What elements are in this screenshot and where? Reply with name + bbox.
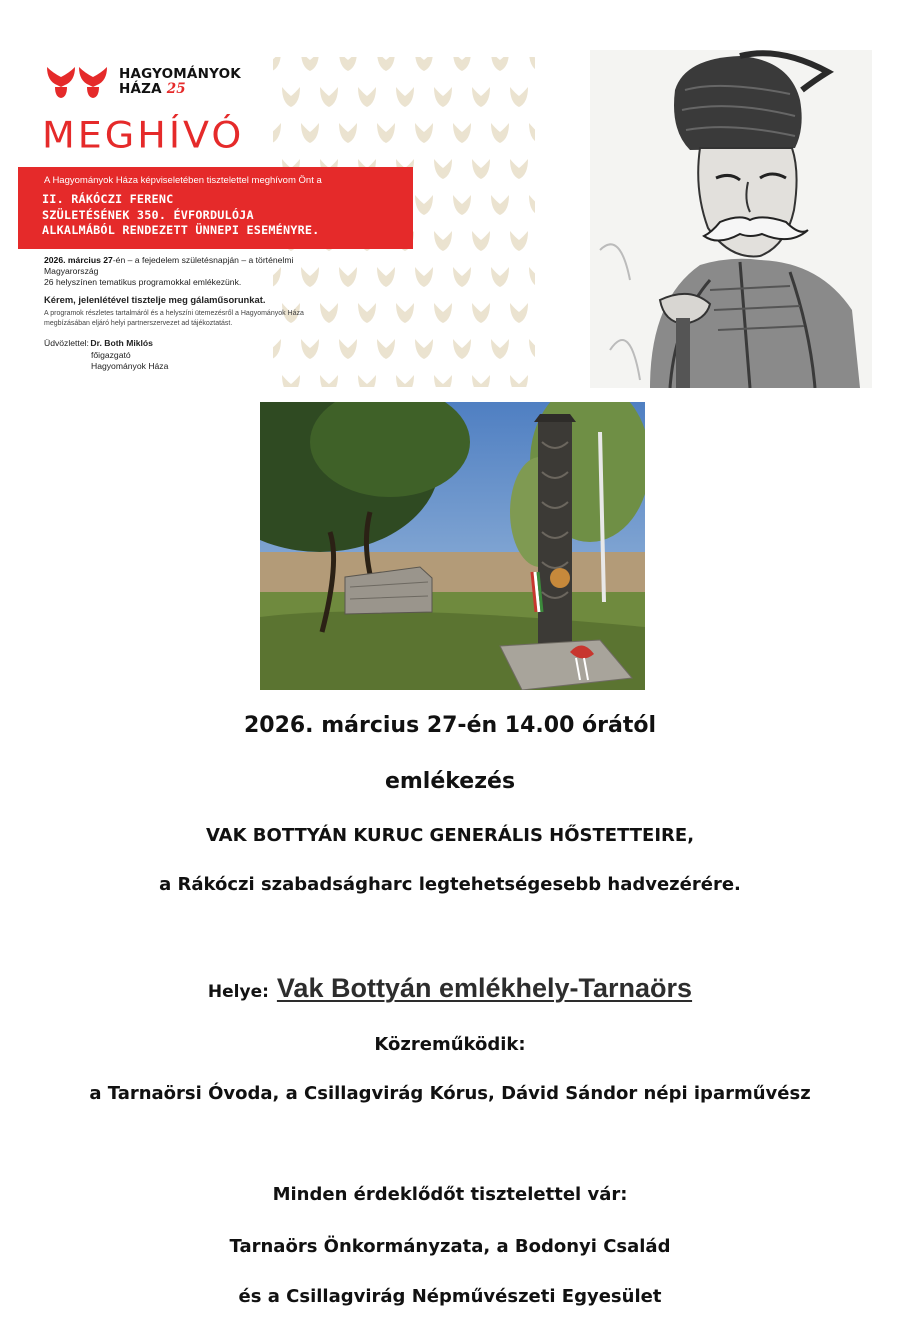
tulip-pattern-shape: [415, 123, 433, 143]
tulip-pattern-shape: [339, 57, 357, 71]
tulip-pattern-shape: [415, 339, 433, 359]
event-subject-desc: a Rákóczi szabadságharc legtehetségesebb hadvezérére.: [159, 874, 741, 895]
tulip-pattern-shape: [510, 87, 528, 107]
hagyomanyok-haza-logo: [45, 65, 241, 99]
invitation-card: [18, 57, 535, 387]
headline-line: II. RÁKÓCZI FERENC: [42, 192, 174, 206]
headline-banner: [18, 167, 413, 249]
tulip-pattern-shape: [301, 339, 319, 359]
event-type: emlékezés: [384, 769, 516, 794]
tulip-pattern-shape: [529, 195, 535, 215]
tulip-pattern-shape: [529, 267, 535, 287]
tulip-pattern-shape: [529, 57, 535, 71]
tulip-pattern-shape: [396, 303, 414, 323]
memorial-site-photo: [260, 402, 645, 690]
tulip-pattern-shape: [415, 267, 433, 287]
logo-number: 25: [166, 81, 186, 97]
logo-line-2: HÁZA: [119, 81, 162, 97]
tulip-pattern-shape: [453, 339, 471, 359]
tulip-pattern-shape: [320, 375, 338, 387]
tulip-pattern-shape: [472, 87, 490, 107]
tulip-pattern-shape: [273, 339, 281, 359]
tulip-pattern-shape: [434, 303, 452, 323]
tulip-pattern-shape: [510, 159, 528, 179]
tulip-pattern-shape: [339, 123, 357, 143]
invitation-note-1: A programok részletes tartalmáról és a helyszíni ütemezésről a Hagyományok Háza: [44, 310, 304, 317]
signer-title: főigazgató: [91, 349, 131, 360]
tulip-pattern-shape: [282, 87, 300, 107]
tulip-pattern-shape: [472, 231, 490, 251]
invitation-date-rest: -én – a fejedelem születésnapján – a történelmi Magyarország: [44, 255, 294, 276]
tulip-pattern-shape: [491, 267, 509, 287]
contributors-list: a Tarnaörsi Óvoda, a Csillagvirág Kórus, Dávid Sándor népi iparművész: [89, 1083, 811, 1104]
tulip-pattern-shape: [472, 159, 490, 179]
tulip-pattern-shape: [396, 87, 414, 107]
invitation-headline: [42, 192, 320, 239]
tulip-pattern-shape: [510, 375, 528, 387]
tulip-pattern-shape: [377, 123, 395, 143]
headline-line: SZÜLETÉSÉNEK 350. ÉVFORDULÓJA: [42, 207, 254, 222]
tulip-pattern-shape: [377, 339, 395, 359]
tulip-pattern-shape: [273, 57, 281, 71]
tulip-pattern-shape: [415, 57, 433, 71]
tulip-pattern-shape: [358, 87, 376, 107]
tulip-pattern-shape: [491, 123, 509, 143]
tulip-logo-icon: [45, 65, 111, 99]
invitation-heading: MEGHÍVÓ: [42, 114, 245, 156]
tulip-pattern-shape: [472, 375, 490, 387]
contributors-label: Közreműködik:: [374, 1034, 526, 1055]
tulip-pattern-shape: [491, 57, 509, 71]
tulip-pattern-shape: [434, 375, 452, 387]
invitation-body: [44, 255, 344, 328]
tulip-pattern-shape: [529, 339, 535, 359]
tulip-pattern-shape: [377, 57, 395, 71]
welcome-text: Minden érdeklődőt tisztelettel vár:: [272, 1184, 628, 1205]
tulip-pattern-shape: [358, 375, 376, 387]
tulip-pattern-shape: [320, 87, 338, 107]
tulip-pattern-shape: [434, 231, 452, 251]
tulip-pattern-shape: [510, 303, 528, 323]
portrait-engraving-image: [590, 50, 872, 388]
tulip-pattern-shape: [282, 375, 300, 387]
tulip-pattern-shape: [529, 123, 535, 143]
tulip-pattern-shape: [472, 303, 490, 323]
invitation-signature: [44, 338, 168, 373]
event-datetime: 2026. március 27-én 14.00 órától: [243, 713, 657, 738]
tulip-pattern-shape: [510, 231, 528, 251]
tulip-pattern-shape: [273, 123, 281, 143]
greeting: Üdvözlettel:: [44, 338, 89, 348]
headline-line: ALKALMÁBÓL RENDEZETT ÜNNEPI ESEMÉNYRE.: [42, 223, 320, 237]
tulip-pattern-shape: [339, 339, 357, 359]
invitation-date: 2026. március 27: [44, 255, 113, 265]
tulip-pattern-shape: [434, 159, 452, 179]
tulip-pattern-shape: [434, 87, 452, 107]
tulip-pattern-shape: [453, 195, 471, 215]
invitation-intro: A Hagyományok Háza képviseletében tisztelettel meghívom Önt a: [44, 175, 322, 186]
event-subject: VAK BOTTYÁN KURUC GENERÁLIS HŐSTETTEIRE,: [205, 825, 695, 846]
tulip-pattern-shape: [491, 339, 509, 359]
tulip-pattern-shape: [396, 375, 414, 387]
signer-org: Hagyományok Háza: [91, 361, 169, 371]
tulip-pattern-shape: [453, 267, 471, 287]
tulip-pattern-shape: [453, 123, 471, 143]
tulip-pattern-shape: [301, 123, 319, 143]
logo-line-1: HAGYOMÁNYOK: [119, 66, 241, 82]
invitation-date-line-2: 26 helyszínen tematikus programokkal emlékezünk.: [44, 277, 242, 287]
tulip-pattern-shape: [415, 195, 433, 215]
invitation-request: Kérem, jelenlétével tisztelje meg gálaműsorunkat.: [44, 294, 266, 305]
tulip-pattern-shape: [453, 57, 471, 71]
tulip-pattern-shape: [377, 267, 395, 287]
event-place: [0, 973, 900, 1013]
invitation-note-2: megbízásában eljáró helyi partnerszervezet ad tájékoztatást.: [44, 319, 233, 327]
signer-name: Dr. Both Miklós: [90, 338, 153, 348]
hosts-line-2: és a Csillagvirág Népművészeti Egyesület: [238, 1286, 662, 1307]
hosts-line-1: Tarnaörs Önkormányzata, a Bodonyi Család: [229, 1236, 671, 1257]
place-label: Helye:: [207, 982, 269, 1002]
tulip-pattern-shape: [491, 195, 509, 215]
tulip-pattern-shape: [358, 303, 376, 323]
tulip-pattern-shape: [301, 57, 319, 71]
place-link[interactable]: Vak Bottyán emlékhely-Tarnaörs: [276, 973, 693, 1003]
